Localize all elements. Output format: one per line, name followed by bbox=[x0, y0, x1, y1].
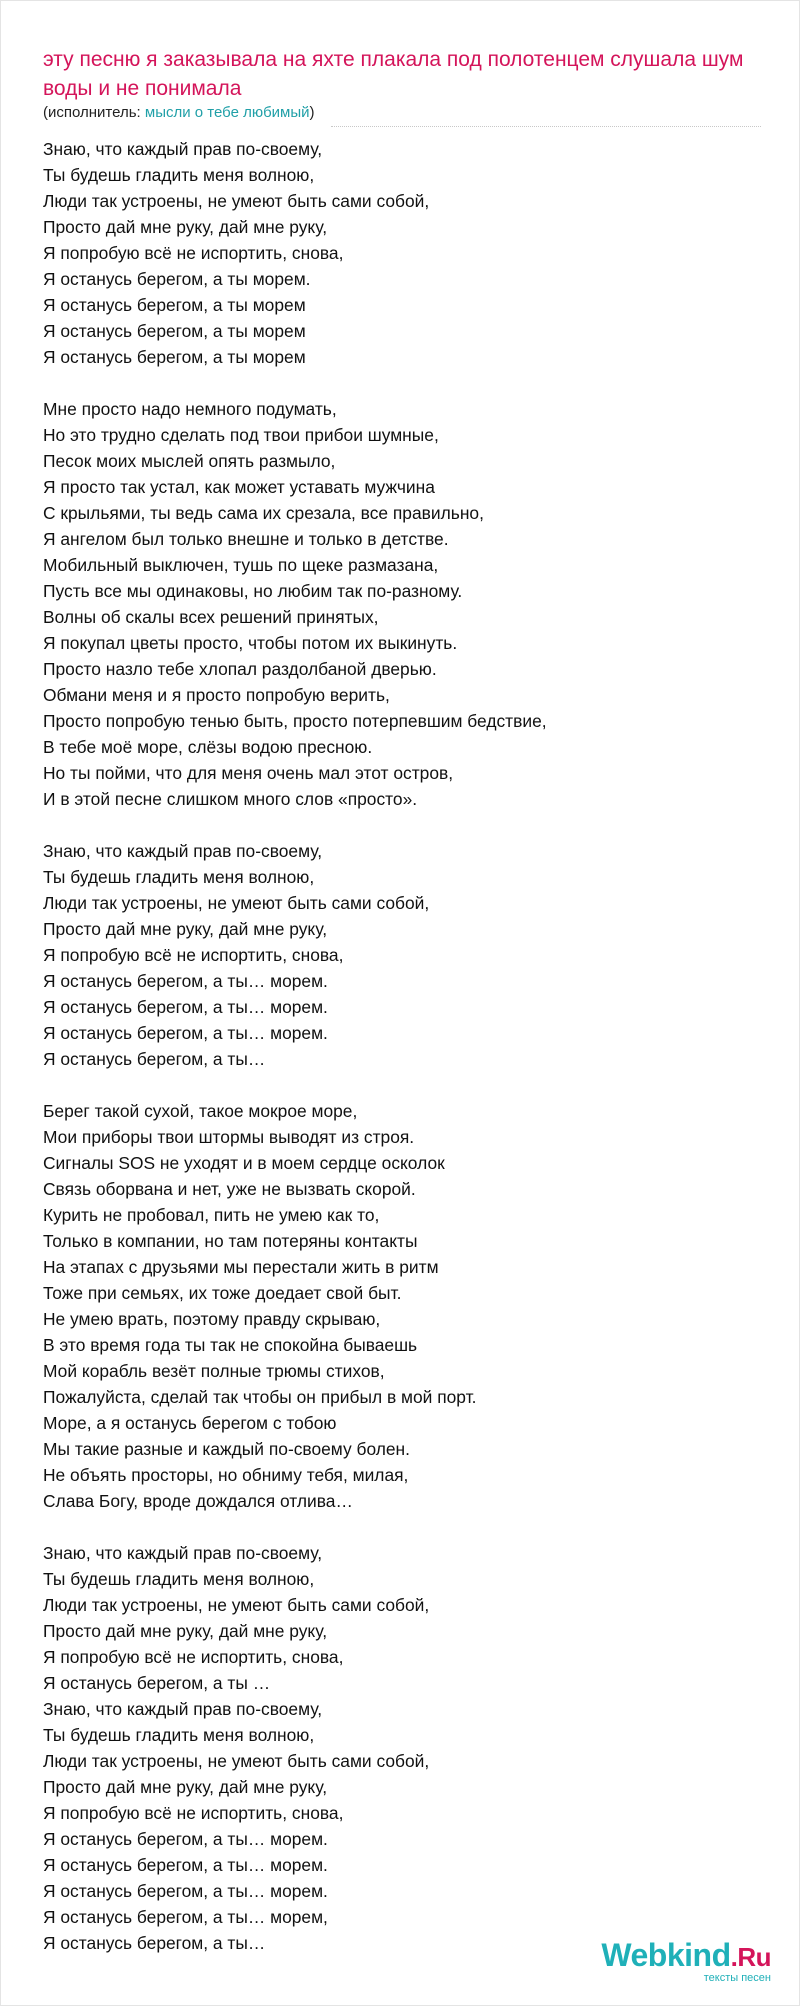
lyric-line: И в этой песне слишком много слов «просто». bbox=[43, 789, 418, 809]
lyric-line: Я останусь берегом, а ты… bbox=[43, 1933, 266, 1953]
lyric-line: Море, а я останусь берегом с тобою bbox=[43, 1413, 337, 1433]
lyric-line: Я останусь берегом, а ты морем bbox=[43, 321, 306, 341]
artist-prefix: (исполнитель: bbox=[43, 104, 145, 121]
stanza bbox=[43, 1540, 763, 1956]
lyric-line: В это время года ты так не спокойна бываешь bbox=[43, 1335, 418, 1355]
lyric-line: Мои приборы твои штормы выводят из строя. bbox=[43, 1127, 415, 1147]
lyric-line: Я попробую всё не испортить, снова, bbox=[43, 1647, 344, 1667]
artist-link[interactable]: мысли о тебе любимый bbox=[144, 104, 310, 121]
lyrics bbox=[43, 136, 763, 1982]
lyric-line: Я останусь берегом, а ты… морем. bbox=[43, 1855, 328, 1875]
lyric-line: Просто дай мне руку, дай мне руку, bbox=[43, 919, 328, 939]
divider bbox=[331, 126, 761, 127]
lyric-line: Я просто так устал, как может уставать мужчина bbox=[43, 477, 435, 497]
lyric-line: Ты будешь гладить меня волною, bbox=[43, 1725, 315, 1745]
lyric-line: Я останусь берегом, а ты… bbox=[43, 1049, 266, 1069]
lyric-line: Люди так устроены, не умеют быть сами собой, bbox=[43, 1595, 430, 1615]
lyric-line: Просто назло тебе хлопал раздолбаной дверью. bbox=[43, 659, 437, 679]
lyric-line: Я останусь берегом, а ты … bbox=[43, 1673, 271, 1693]
lyric-line: Берег такой сухой, такое мокрое море, bbox=[43, 1101, 358, 1121]
lyric-line: С крыльями, ты ведь сама их срезала, все правильно, bbox=[43, 503, 484, 523]
lyric-line: Пожалуйста, сделай так чтобы он прибыл в мой порт. bbox=[43, 1387, 477, 1407]
lyric-line: Просто попробую тенью быть, просто потерпевшим бедствие, bbox=[43, 711, 547, 731]
lyric-line: Но ты пойми, что для меня очень мал этот остров, bbox=[43, 763, 454, 783]
lyric-line: Я покупал цветы просто, чтобы потом их выкинуть. bbox=[43, 633, 458, 653]
lyric-line: Ты будешь гладить меня волною, bbox=[43, 867, 315, 887]
lyric-line: Но это трудно сделать под твои прибои шумные, bbox=[43, 425, 439, 445]
lyric-line: Знаю, что каждый прав по-своему, bbox=[43, 1543, 323, 1563]
lyric-line: Песок моих мыслей опять размыло, bbox=[43, 451, 336, 471]
lyric-line: Люди так устроены, не умеют быть сами собой, bbox=[43, 1751, 430, 1771]
stanza bbox=[43, 1098, 763, 1514]
lyric-line: Я останусь берегом, а ты… морем. bbox=[43, 971, 328, 991]
lyric-line: Сигналы SOS не уходят и в моем сердце осколок bbox=[43, 1153, 445, 1173]
logo-tagline: тексты песен bbox=[703, 1972, 771, 1984]
lyric-line: Я останусь берегом, а ты морем. bbox=[43, 269, 311, 289]
lyric-line: Я останусь берегом, а ты морем bbox=[43, 347, 306, 367]
lyric-line: Я останусь берегом, а ты… морем. bbox=[43, 1829, 328, 1849]
lyric-line: Я останусь берегом, а ты… морем. bbox=[43, 1881, 328, 1901]
lyric-line: Связь оборвана и нет, уже не вызвать скорой. bbox=[43, 1179, 416, 1199]
stanza bbox=[43, 136, 763, 370]
lyric-line: Люди так устроены, не умеют быть сами собой, bbox=[43, 893, 430, 913]
lyric-line: Знаю, что каждый прав по-своему, bbox=[43, 139, 323, 159]
webkind-logo[interactable] bbox=[601, 1938, 771, 1984]
lyric-line: Ты будешь гладить меня волною, bbox=[43, 165, 315, 185]
lyric-line: Я останусь берегом, а ты… морем. bbox=[43, 997, 328, 1017]
lyric-line: Не объять просторы, но обниму тебя, милая, bbox=[43, 1465, 409, 1485]
lyric-line: Знаю, что каждый прав по-своему, bbox=[43, 1699, 323, 1719]
lyric-line: Я попробую всё не испортить, снова, bbox=[43, 243, 344, 263]
lyric-line: Мой корабль везёт полные трюмы стихов, bbox=[43, 1361, 385, 1381]
logo-wordmark bbox=[601, 1938, 771, 1974]
lyric-line: Я останусь берегом, а ты морем bbox=[43, 295, 306, 315]
song-title: эту песню я заказывала на яхте плакала под полотенцем слушала шум воды и не понимала bbox=[43, 48, 744, 100]
stanza bbox=[43, 838, 763, 1072]
lyric-line: Знаю, что каждый прав по-своему, bbox=[43, 841, 323, 861]
artist-suffix: ) bbox=[309, 104, 315, 121]
logo-part-1: Webkind bbox=[601, 1937, 731, 1973]
lyric-line: Не умею врать, поэтому правду скрываю, bbox=[43, 1309, 381, 1329]
lyric-line: Я останусь берегом, а ты… морем. bbox=[43, 1023, 328, 1043]
lyric-line: На этапах с друзьями мы перестали жить в ритм bbox=[43, 1257, 439, 1277]
lyric-line: Я ангелом был только внешне и только в детстве. bbox=[43, 529, 449, 549]
lyric-line: Мобильный выключен, тушь по щеке размазана, bbox=[43, 555, 439, 575]
lyric-line: Слава Богу, вроде дождался отлива… bbox=[43, 1491, 353, 1511]
logo-part-2: .Ru bbox=[730, 1942, 771, 1972]
lyric-line: Курить не пробовал, пить не умею как то, bbox=[43, 1205, 380, 1225]
lyric-line: Обмани меня и я просто попробую верить, bbox=[43, 685, 390, 705]
lyric-line: Я попробую всё не испортить, снова, bbox=[43, 945, 344, 965]
lyric-line: Волны об скалы всех решений принятых, bbox=[43, 607, 379, 627]
lyric-line: Мы такие разные и каждый по-своему болен. bbox=[43, 1439, 410, 1459]
lyric-line: Я попробую всё не испортить, снова, bbox=[43, 1803, 344, 1823]
lyric-line: Ты будешь гладить меня волною, bbox=[43, 1569, 315, 1589]
artist-line bbox=[43, 104, 315, 122]
lyric-line: Просто дай мне руку, дай мне руку, bbox=[43, 1777, 328, 1797]
lyric-line: В тебе моё море, слёзы водою пресною. bbox=[43, 737, 373, 757]
lyric-line: Только в компании, но там потеряны контакты bbox=[43, 1231, 418, 1251]
stanza bbox=[43, 396, 763, 812]
lyric-line: Люди так устроены, не умеют быть сами собой, bbox=[43, 191, 430, 211]
lyric-line: Пусть все мы одинаковы, но любим так по-разному. bbox=[43, 581, 463, 601]
lyric-line: Тоже при семьях, их тоже доедает свой быт. bbox=[43, 1283, 402, 1303]
lyric-line: Я останусь берегом, а ты… морем, bbox=[43, 1907, 328, 1927]
lyric-line: Просто дай мне руку, дай мне руку, bbox=[43, 217, 328, 237]
lyric-line: Мне просто надо немного подумать, bbox=[43, 399, 337, 419]
lyric-line: Просто дай мне руку, дай мне руку, bbox=[43, 1621, 328, 1641]
